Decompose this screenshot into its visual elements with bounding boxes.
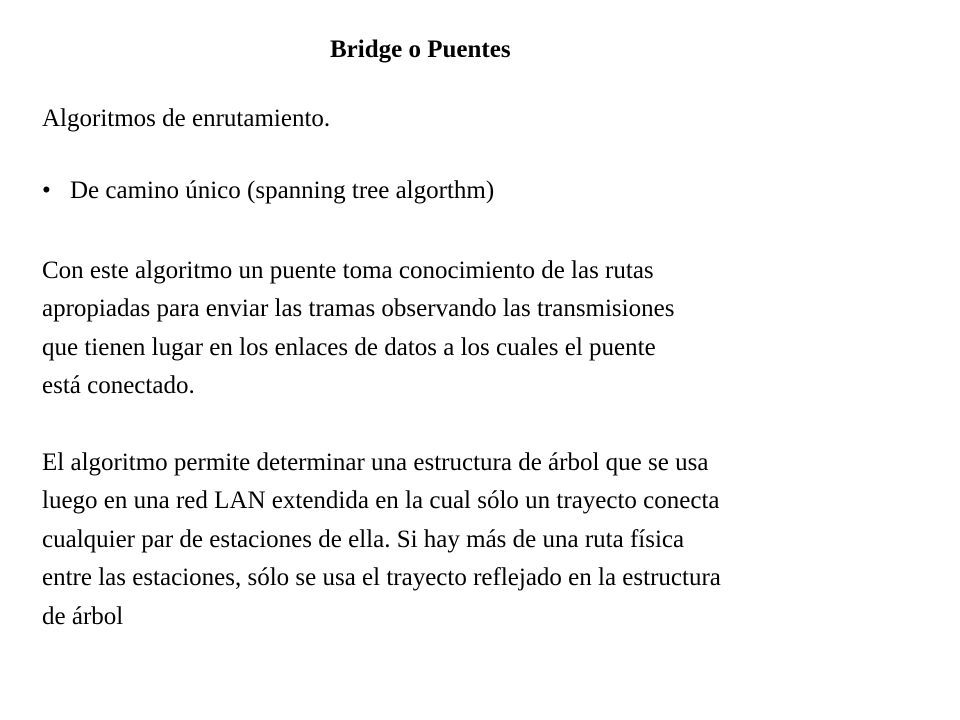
paragraph-1 <box>42 252 674 406</box>
bullet-text: De camino único (spanning tree algorthm) <box>70 177 495 204</box>
paragraph-line: entre las estaciones, sólo se usa el trayecto reflejado en la estructura <box>42 564 721 592</box>
paragraph-line: El algoritmo permite determinar una estructura de árbol que se usa <box>42 449 709 476</box>
paragraph-line: de árbol <box>42 602 124 630</box>
paragraph-line: cualquier par de estaciones de ella. Si hay más de una ruta física <box>42 525 685 553</box>
paragraph-line: está conectado. <box>42 372 195 400</box>
paragraph-line: Con este algoritmo un puente toma conocimiento de las rutas <box>42 257 654 284</box>
paragraph-line: luego en una red LAN extendida en la cual sólo un trayecto conecta <box>42 487 720 515</box>
bullet-icon: • <box>42 177 51 204</box>
paragraph-2 <box>42 444 721 636</box>
section-heading: Algoritmos de enrutamiento. <box>42 105 331 132</box>
paragraph-line: que tienen lugar en los enlaces de datos a los cuales el puente <box>42 333 656 361</box>
paragraph-line: apropiadas para enviar las tramas observando las transmisiones <box>42 295 675 323</box>
bullet-item <box>42 173 494 209</box>
slide-title: Bridge o Puentes <box>330 36 511 63</box>
